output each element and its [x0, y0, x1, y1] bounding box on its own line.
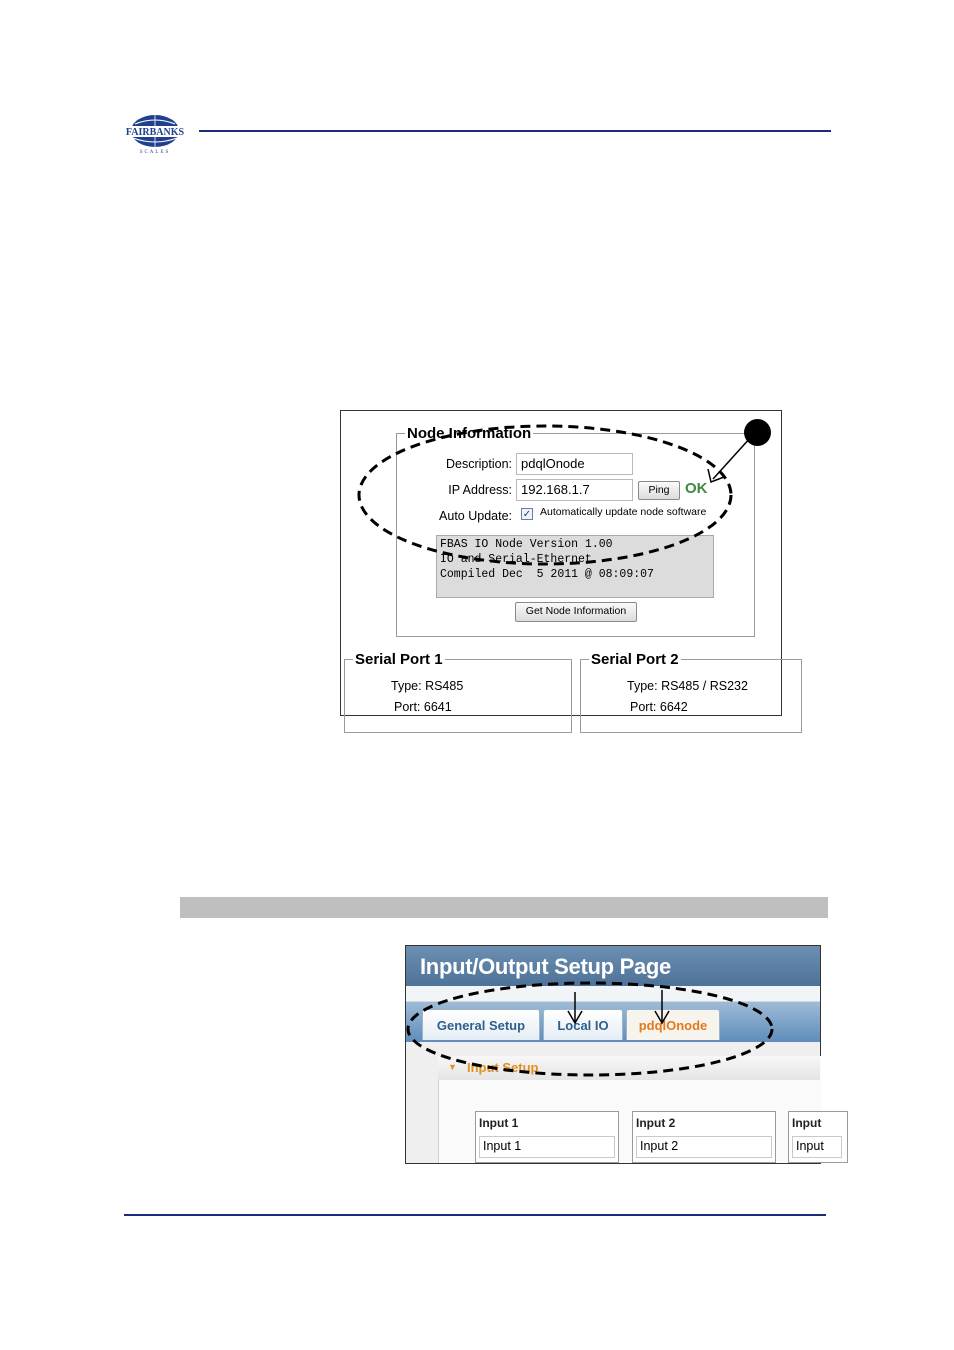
- console-line: FBAS IO Node Version 1.00: [440, 538, 613, 551]
- ip-address-label: IP Address:: [448, 483, 512, 497]
- node-information-screenshot: [340, 410, 782, 716]
- ping-status: OK: [685, 480, 708, 497]
- tab-pdqlonode[interactable]: pdqlOnode: [626, 1009, 720, 1040]
- auto-update-label: Auto Update:: [439, 509, 512, 523]
- input-2-name-field[interactable]: Input 2: [636, 1136, 772, 1158]
- dashed-callout-ellipse: [359, 426, 731, 564]
- input-3-title: Input: [792, 1116, 822, 1130]
- io-page-title: Input/Output Setup Page: [420, 954, 671, 979]
- dashed-callout-ellipse: [408, 983, 772, 1075]
- serial-port-1-legend: Serial Port 1: [355, 651, 443, 668]
- header-rule: [199, 130, 831, 132]
- svg-text:FAIRBANKS: FAIRBANKS: [125, 127, 185, 138]
- serial-port-2-port: Port: 6642: [630, 700, 688, 714]
- serial-port-2-legend: Serial Port 2: [591, 651, 679, 668]
- callout-overlay: [341, 411, 781, 715]
- input-2-title: Input 2: [636, 1116, 676, 1130]
- callout-arrow-line: [713, 437, 751, 479]
- input-setup-label[interactable]: Input Setup: [467, 1060, 539, 1075]
- serial-port-1-port: Port: 6641: [394, 700, 452, 714]
- input-1-title: Input 1: [479, 1116, 519, 1130]
- auto-update-checkbox[interactable]: ✓: [522, 509, 532, 520]
- description-input[interactable]: pdqlOnode: [516, 453, 633, 475]
- description-label: Description:: [446, 457, 512, 471]
- fairbanks-logo: [124, 112, 186, 154]
- console-line: Compiled Dec 5 2011 @ 08:09:07: [440, 568, 654, 581]
- tabs-callout-overlay: [406, 946, 820, 1163]
- ping-button[interactable]: Ping: [638, 481, 680, 500]
- auto-update-text: Automatically update node software: [540, 506, 707, 518]
- input-3-name-field[interactable]: Input: [792, 1136, 842, 1158]
- tab-local-io[interactable]: Local IO: [543, 1009, 623, 1040]
- console-line: IO and Serial-Ethernet: [440, 553, 592, 566]
- callout-marker: [744, 419, 771, 446]
- node-information-legend: Node Information: [407, 425, 532, 442]
- io-setup-screenshot: [405, 945, 824, 1164]
- ip-address-input[interactable]: 192.168.1.7: [516, 479, 633, 501]
- serial-port-2-type: Type: RS485 / RS232: [627, 679, 748, 693]
- section-bar: [180, 897, 828, 918]
- get-node-information-button[interactable]: Get Node Information: [515, 602, 637, 622]
- svg-text:SCALES: SCALES: [139, 150, 171, 155]
- serial-port-1-type: Type: RS485: [391, 679, 464, 693]
- footer-rule: [124, 1214, 826, 1216]
- tab-general-setup[interactable]: General Setup: [422, 1009, 540, 1040]
- input-1-name-field[interactable]: Input 1: [479, 1136, 615, 1158]
- expand-triangle-icon[interactable]: ▼: [448, 1062, 457, 1072]
